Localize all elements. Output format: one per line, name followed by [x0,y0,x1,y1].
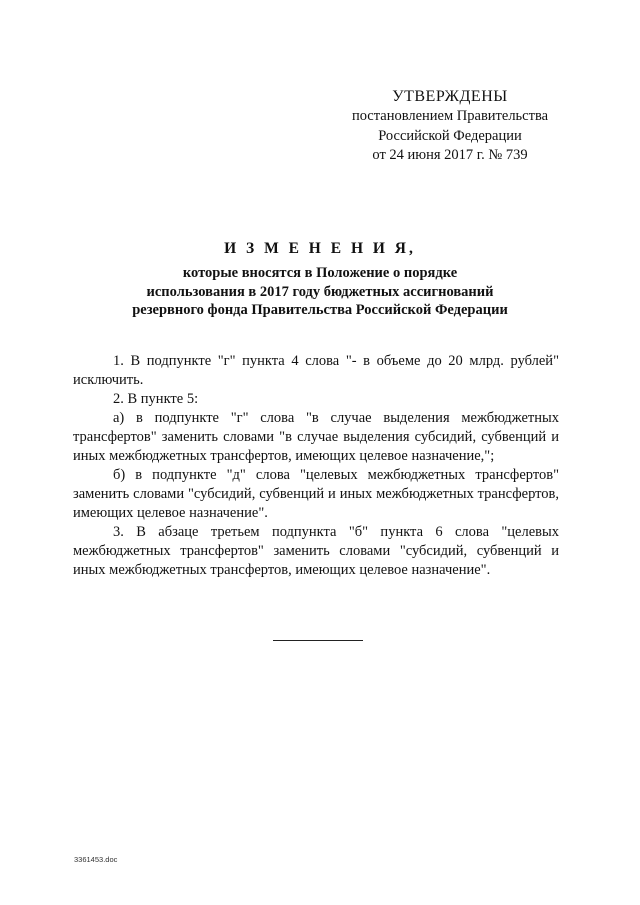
approval-line-3: от 24 июня 2017 г. № 739 [372,147,528,163]
document-body [73,352,559,580]
title-line-2: использования в 2017 году бюджетных ассигнований [146,283,494,300]
title-heading: И З М Е Н Е Н И Я, [224,240,416,257]
document-title [96,238,544,320]
paragraph-3: а) в подпункте "г" слова "в случае выделения межбюджетных трансфертов" заменить словами "в случае выделения субсидий, субвенций и иных межбюджетных трансфертов, имеющих целевое назначение,"; [73,410,559,464]
paragraph-1: 1. В подпункте "г" пункта 4 слова "- в объеме до 20 млрд. рублей" исключить. [73,353,559,388]
paragraph-2: 2. В пункте 5: [113,391,199,407]
title-line-3: резервного фонда Правительства Российской Федерации [132,302,508,318]
approval-line-1: постановлением Правительства [351,108,549,124]
approval-stamp [330,86,570,166]
paragraph-4: б) в подпункте "д" слова "целевых межбюджетных трансфертов" заменить словами "субсидий, субвенций и иных межбюджетных трансфертов, имеющих целевое назначение". [73,467,559,521]
paragraph-5: 3. В абзаце третьем подпункта "б" пункта 6 слова "целевых межбюджетных трансфертов" заменить словами "субсидий, субвенций и иных межбюджетных трансфертов, имеющих целевое назначение". [73,524,559,578]
approval-heading: УТВЕРЖДЕНЫ [392,88,508,105]
approval-line-2: Российской Федерации [378,127,522,144]
title-line-1: которые вносятся в Положение о порядке [182,265,458,281]
end-divider [273,640,363,641]
footer-doc-code: 3361453.doc [74,855,118,864]
